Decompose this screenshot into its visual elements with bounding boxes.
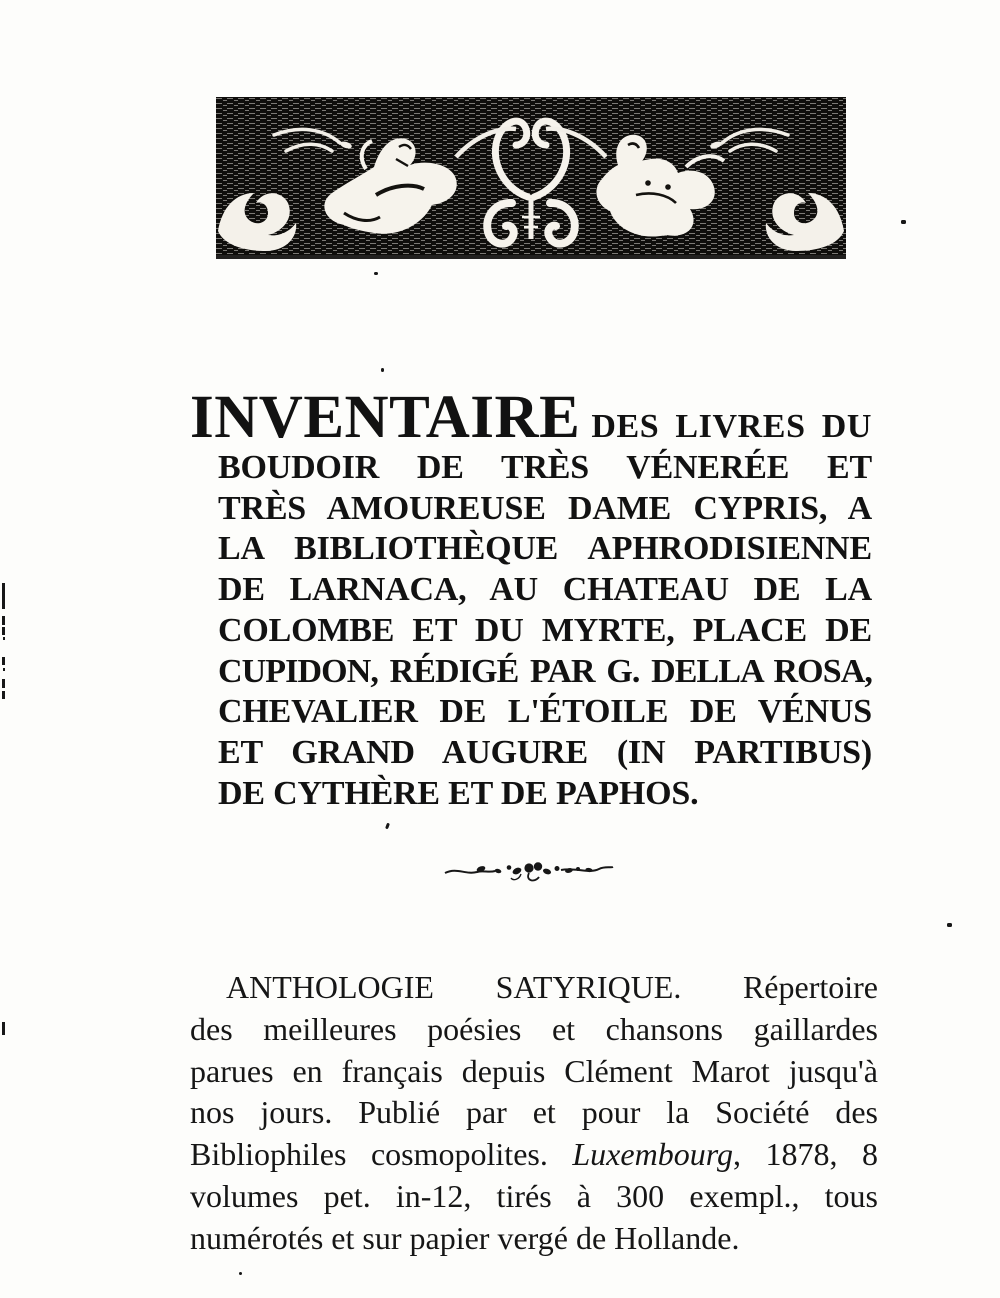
entry-line-pre: Bibliophiles cosmopolites. [190, 1136, 573, 1173]
ink-speck [901, 220, 906, 224]
title-lead-word: INVENTAIRE [190, 384, 581, 451]
title-line: COLOMBE ET DU MYRTE, PLACE DE [218, 611, 872, 649]
floral-vine-divider-image [443, 857, 615, 884]
entry-line: numérotés et sur papier vergé de Hollande. [190, 1219, 740, 1256]
entry-line: volumes pet. in-12, tirés à 300 exempl., tous [190, 1177, 878, 1214]
entry-line: des meilleures poésies et chansons gaillardes [190, 1010, 878, 1047]
page-edge-mark [2, 583, 5, 609]
entry-line-post: , 1878, 8 [732, 1136, 878, 1173]
page-edge-mark [2, 657, 5, 665]
ink-speck [947, 923, 952, 927]
woodcut-headpiece-image [216, 97, 846, 259]
page-edge-mark [2, 1022, 5, 1035]
title-line [190, 384, 873, 451]
entry-line [190, 1134, 878, 1176]
page-edge-mark [2, 627, 5, 635]
entry-line: parues en français depuis Clément Marot jusqu'à [190, 1052, 878, 1089]
title-line: CHEVALIER DE L'ÉTOILE DE VÉNUS [218, 693, 872, 731]
title-line: TRÈS AMOUREUSE DAME CYPRIS, A [218, 489, 872, 527]
title-line: LA BIBLIOTHÈQUE APHRODISIENNE [218, 530, 872, 568]
title-first-line-rest: DES LIVRES DU [591, 408, 873, 445]
title-line: CUPIDON, RÉDIGÉ PAR G. DELLA ROSA, [218, 652, 872, 690]
page-edge-mark [3, 637, 5, 640]
title-block [190, 384, 873, 814]
ink-speck [385, 823, 390, 830]
title-line: DE LARNACA, AU CHATEAU DE LA [218, 571, 872, 609]
entry-paragraph [190, 967, 878, 1260]
entry-line: nos jours. Publié par et pour la Société des [190, 1094, 878, 1131]
title-line: BOUDOIR DE TRÈS VÉNERÉE ET [218, 449, 872, 486]
ink-speck [239, 1272, 242, 1275]
page-edge-mark [2, 679, 5, 688]
title-line: DE CYTHÈRE ET DE PAPHOS. [218, 774, 699, 812]
entry-line-italic-place: Luxembourg [572, 1136, 733, 1173]
ink-speck [381, 368, 384, 372]
page-edge-mark [2, 616, 5, 625]
page-edge-mark [2, 691, 5, 699]
ink-speck [374, 272, 378, 275]
divider-ornament [443, 857, 615, 884]
page-edge-mark [3, 668, 5, 671]
entry-line: ANTHOLOGIE SATYRIQUE. Répertoire [226, 969, 878, 1005]
headpiece-ornament [216, 97, 846, 259]
title-line: ET GRAND AUGURE (IN PARTIBUS) [218, 733, 872, 771]
